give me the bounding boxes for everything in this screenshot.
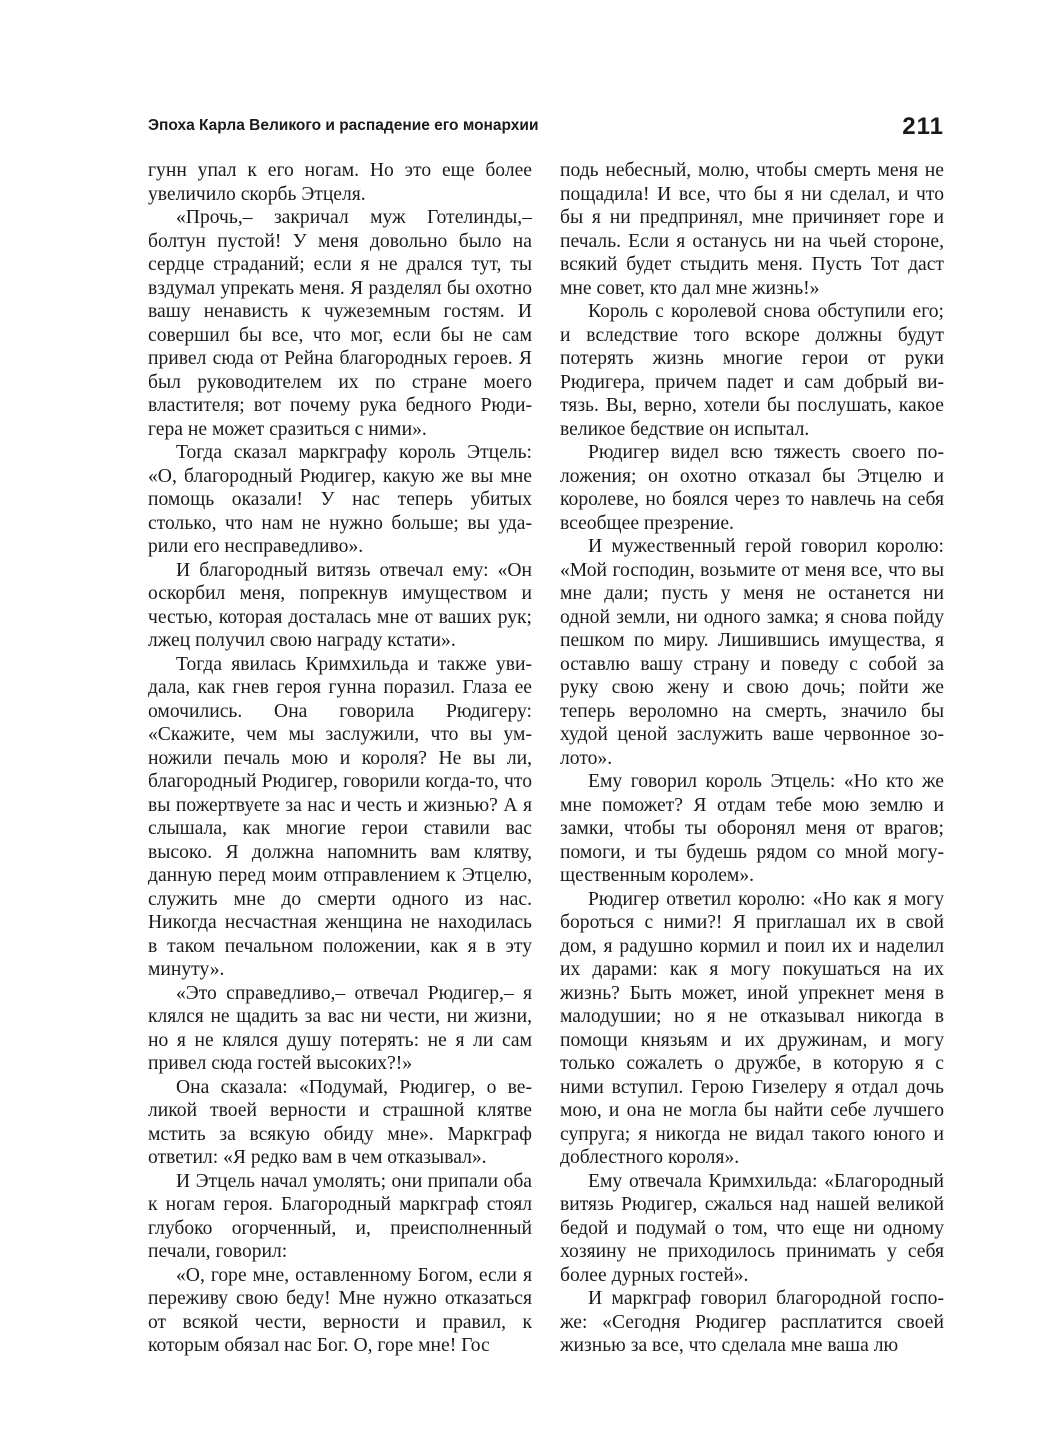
paragraph: Ему отвечала Кримхильда: «Благородный витязь Рюдигер, сжалься над нашей великой бедой и подумай о том, что еще ни одному хозяину не приходилось принимать у себя более дурных гостей». xyxy=(560,1170,944,1286)
running-header-title: Эпоха Карла Великого и распадение его монархии xyxy=(148,117,539,134)
paragraph: Ему говорил король Этцель: «Но кто же мне поможет? Я отдам тебе мою землю и замки, чтобы ты оборонял меня от врагов; помоги, и ты будешь рядом со мной могущественным королем». xyxy=(560,771,944,886)
paragraph: «Прочь,– закричал муж Готелинды,– болтун пустой! У меня довольно было на сердце страданий; если я не дрался тут, ты вздумал упрекать меня. Я разделял бы охотно вашу ненависть к чужеземным гостям. И совершил бы все, что мог, если бы не сам привел сюда от Рейна благородных героев. Я был руководителем их по стране моего властителя; вот почему рука бедного Рюдигера не может сразиться с ними». xyxy=(148,207,532,440)
paragraph: И благородный витязь отвечал ему: «Он оскорбил меня, попрекнув имуществом и честью, которая досталась мне от ваших рук; лжец получил свою награду кстати». xyxy=(148,559,532,651)
running-header xyxy=(148,113,944,149)
paragraph: гунн упал к его ногам. Но это еще более увеличило скорбь Этцеля. xyxy=(148,160,532,205)
left-column xyxy=(148,159,532,1358)
paragraph: Рюдигер ответил королю: «Но как я могу бороться с ними?! Я приглашал их в свой дом, я радушно кормил и поил их и наделил их дарами: как я могу покушаться на их жизнь? Быть может, иной упрекнет меня в малодушии; но я не отказывал никогда в помощи князьям и их дружинам, и могу только сожалеть о дружбе, в которую я с ними вступил. Герою Гизелеру я отдал дочь мою, и она не могла бы найти себе лучшего супруга; я никогда не видал такого юного и доблестного короля». xyxy=(560,888,944,1168)
paragraph: «О, горе мне, оставленному Богом, если я переживу свою беду! Мне нужно отказаться от всякой чести, верности и правил, к которым обязал нас Бог. О, горе мне! Гос xyxy=(148,1264,532,1356)
paragraph: Она сказала: «Подумай, Рюдигер, о великой твоей верности и страшной клятве мстить за всякую обиду мне». Маркграф ответил: «Я редко вам в чем отказывал». xyxy=(148,1076,532,1168)
paragraph-continuation: подь небесный, молю, чтобы смерть меня не пощадила! И все, что бы я ни сделал, и что бы я ни предпринял, мне причиняет горе и печаль. Если я останусь ни на чьей стороне, всякий будет стыдить меня. Пусть Тот даст мне совет, кто дал мне жизнь!» xyxy=(560,160,944,299)
paragraph: «Это справедливо,– отвечал Рюдигер,– я клялся не щадить за вас ни чести, ни жизни, но я не клялся душу потерять: не я ли сам привел сюда гостей высоких?!» xyxy=(148,982,532,1074)
paragraph: И Этцель начал умолять; они припали оба к ногам героя. Благородный маркграф стоял глубоко огорченный, и, преисполненный печали, говорил: xyxy=(148,1170,532,1262)
right-column xyxy=(560,159,944,1358)
paragraph: Рюдигер видел всю тяжесть своего положения; он охотно отказал бы Этцелю и королеве, но боялся через то навлечь на себя всеобщее презрение. xyxy=(560,442,944,534)
paragraph: Тогда явилась Кримхильда и также увидала, как гнев героя гунна поразил. Глаза ее омочились. Она говорила Рюдигеру: «Скажите, чем мы заслужили, что вы умножили печаль мою и короля? Не вы ли, благородный Рюдигер, говорили когда-то, что вы пожертвуете за нас и честь и жизнью? А я слышала, как многие герои ставили вас высоко. Я должна напомнить вам клятву, данную перед моим отправлением к Этцелю, служить мне до смерти одного из нас. Никогда несчастная женщина не находилась в таком печальном положении, как я в эту минуту». xyxy=(148,653,532,980)
page-number: 211 xyxy=(902,113,944,140)
paragraph: И мужественный герой говорил королю: «Мой господин, возьмите от меня все, что вы мне дали; пусть у меня не останется ни одной земли, ни одного замка; я снова пойду пешком по миру. Лишившись имущества, я оставлю вашу страну и поведу с собой за руку свою жену и свою дочь; пойти же теперь вероломно на смерть, значило бы худой ценой заслужить ваше червонное золото». xyxy=(560,536,944,769)
paragraph: Король с королевой снова обступили его; и вследствие того вскоре должны будут потерять жизнь многие герои от руки Рюдигера, причем падет и сам добрый витязь. Вы, верно, хотели бы послушать, какое великое бедствие он испытал. xyxy=(560,301,944,440)
paragraph: Тогда сказал маркграфу король Этцель: «О, благородный Рюдигер, какую же вы мне помощь оказали! У нас теперь убитых столько, что нам не нужно больше; вы ударили его несправедливо». xyxy=(148,442,532,557)
paragraph: И маркграф говорил благородной госпоже: «Сегодня Рюдигер расплатится своей жизнью за все, что сделала мне ваша лю xyxy=(560,1288,944,1356)
